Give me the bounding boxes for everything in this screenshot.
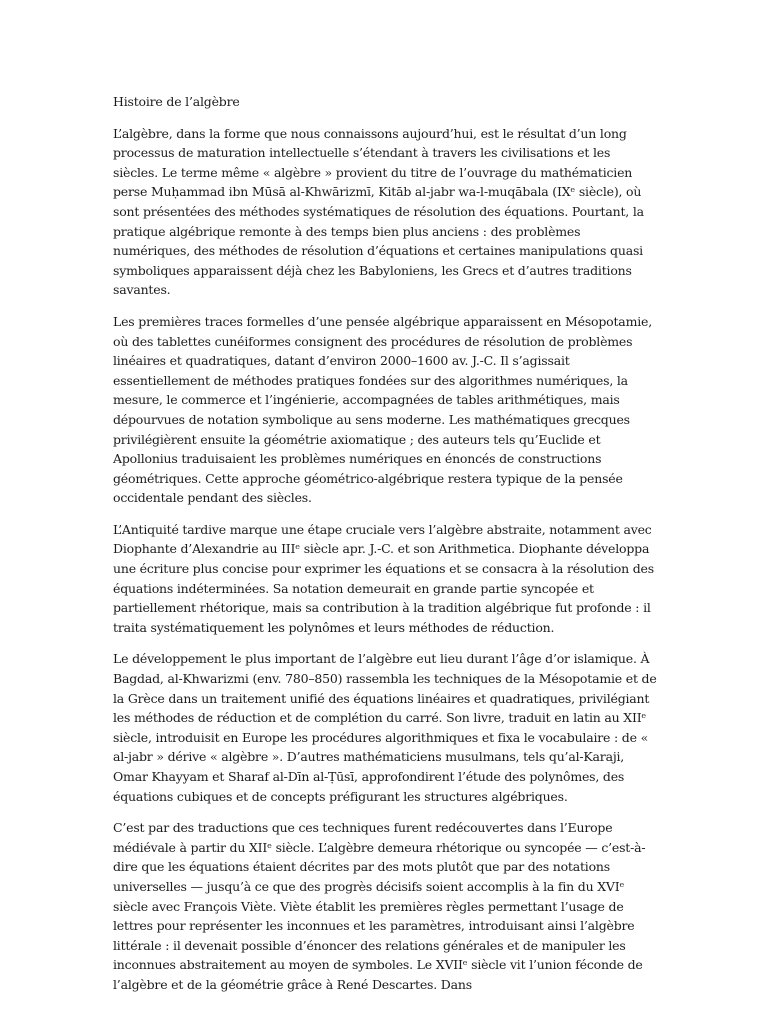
paragraph-5: C’est par des traductions que ces techniques furent redécouvertes dans l’Europe médiévale à partir du XIIᵉ siècle. L’algèbre demeura rhétorique ou syncopée — c’est-à-dire que les équations étaient décrites par des mots plutôt que par des notations universelles — jusqu’à ce que des progrès décisifs soient accomplis à la fin du XVIᵉ siècle avec François Viète. Viète établit les premières règles permettant l’usage de lettres pour représenter les inconnues et les paramètres, introduisant ainsi l’algèbre littérale : il devenait possible d’énoncer des relations générales et de manipuler les inconnues abstraitement au moyen de symboles. Le XVIIᵉ siècle vit l’union féconde de l’algèbre et de la géométrie grâce à René Descartes. Dans xyxy=(113,820,646,992)
paragraph-4: Le développement le plus important de l’algèbre eut lieu durant l’âge d’or islamique. À Bagdad, al-Khwarizmi (env. 780–850) rassembla les techniques de la Mésopotamie et de la Grèce dans un traitement unifié des équations linéaires et quadratiques, privilégiant les méthodes de réduction et de complétion du carré. Son livre, traduit en latin au XIIᵉ siècle, introduisit en Europe les procédures algorithmiques et fixa le vocabulaire : de « al-jabr » dérive « algèbre ». D’autres mathématiciens musulmans, tels qu’al-Karaji, Omar Khayyam et Sharaf al-Dīn al-Ṭūsī, approfondirent l’étude des polynômes, des équations cubiques et de concepts préfigurant les structures algébriques. xyxy=(113,651,657,804)
document-title: Histoire de l’algèbre xyxy=(113,94,240,109)
paragraph-3: L’Antiquité tardive marque une étape cruciale vers l’algèbre abstraite, notamment avec Diophante d’Alexandrie au IIIᵉ siècle apr. J.-C. et son Arithmetica. Diophante développa une écriture plus concise pour exprimer les équations et se consacra à la résolution des équations indéterminées. Sa notation demeurait en grande partie syncopée et partiellement rhétorique, mais sa contribution à la tradition algébrique fut profonde : il traita systématiquement les polynômes et leurs méthodes de réduction. xyxy=(113,521,654,635)
paragraph-2: Les premières traces formelles d’une pensée algébrique apparaissent en Mésopotamie, où des tablettes cunéiformes consignent des procédures de résolution de problèmes linéaires et quadratiques, datant d’environ 2000–1600 av. J.-C. Il s’agissait essentiellement de méthodes pratiques fondées sur des algorithmes numériques, la mesure, le commerce et l’ingénierie, accompagnées de tables arithmétiques, mais dépourvues de notation symbolique au sens moderne. Les mathématiques grecques privilégièrent ensuite la géométrie axiomatique ; des auteurs tels qu’Euclide et Apollonius traduisaient les problèmes numériques en énoncés de constructions géométriques. Cette approche géométrico-algébrique restera typique de la pensée occidentale pendant des siècles. xyxy=(113,313,652,506)
paragraph-1: L’algèbre, dans la forme que nous connaissons aujourd’hui, est le résultat d’un long processus de maturation intellectuelle s’étendant à travers les civilisations et les siècles. Le terme même « algèbre » provient du titre de l’ouvrage du mathématicien perse Muḥammad ibn Mūsā al-Khwārizmī, Kitāb al-jabr wa-l-muqābala (IXᵉ siècle), où sont présentées des méthodes systématiques de résolution des équations. Pourtant, la pratique algébrique remonte à des temps bien plus anciens : des problèmes numériques, des méthodes de résolution d’équations et certaines manipulations quasi symboliques apparaissent déjà chez les Babyloniens, les Grecs et d’autres traditions savantes. xyxy=(113,125,644,298)
document-body xyxy=(113,92,658,995)
